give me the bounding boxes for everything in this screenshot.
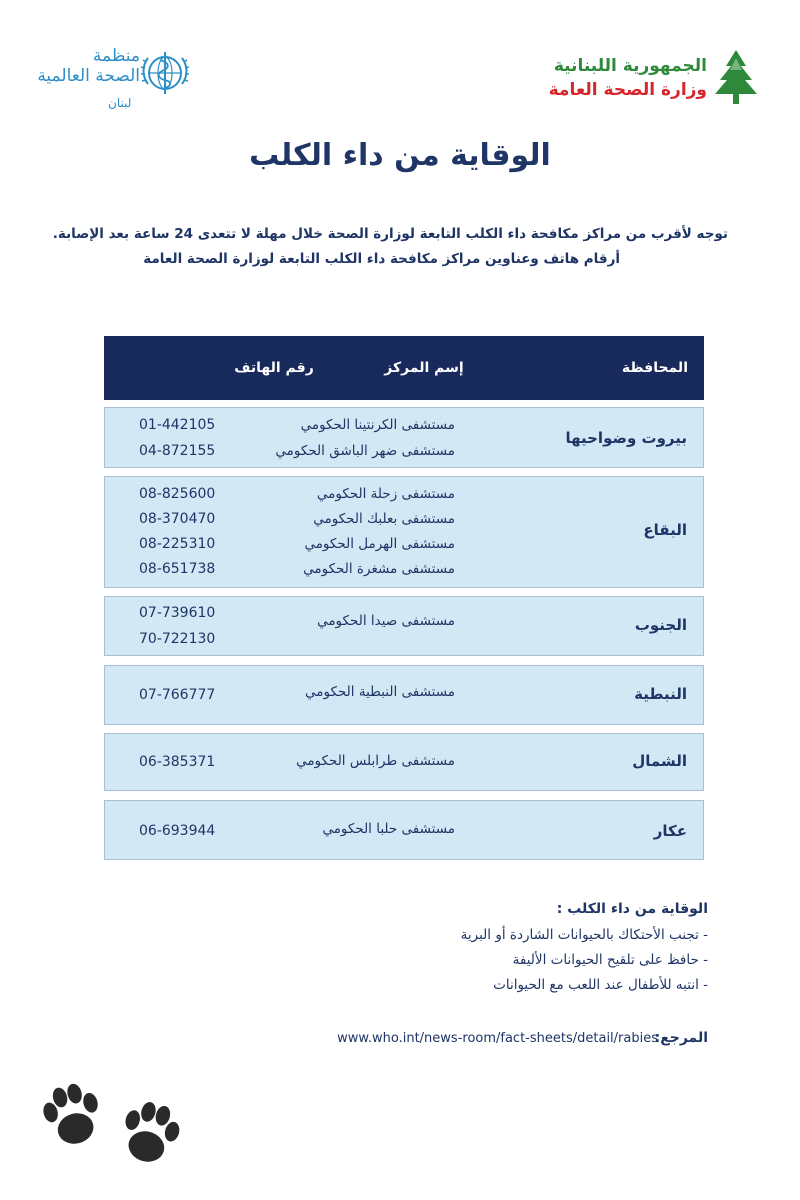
who-name-line1: منظمة [92,46,140,66]
center-name: مستشفى ضهر الباشق الحكومي [275,443,455,459]
table-row [104,733,704,791]
reference-label: المرجع: [654,1030,708,1046]
table-row [104,665,704,725]
center-name: مستشفى حلبا الحكومي [322,821,455,837]
center-name: مستشفى الهرمل الحكومي [304,536,455,552]
phone-number: 70-722130 [139,631,216,647]
phone-number: 08-225310 [139,536,216,552]
who-name-line2: الصحة العالمية [37,66,140,86]
phone-number: 08-370470 [139,511,216,527]
table-row [104,407,704,468]
center-name: مستشفى النبطية الحكومي [305,684,455,700]
who-emblem-icon [138,46,192,100]
who-country: لبنان [108,96,132,110]
governorate-name: الجنوب [634,616,687,634]
table-row [104,476,704,588]
column-header-phone: رقم الهاتف [234,360,314,376]
center-name: مستشفى الكرنتينا الحكومي [300,417,455,433]
moph-logo [548,40,765,110]
phone-number: 01-442105 [139,417,216,433]
center-name: مستشفى مشغرة الحكومي [303,561,455,577]
governorate-name: عكار [653,822,687,840]
governorate-name: النبطية [634,685,687,703]
prevention-item: - تجنب الأحتكاك بالحيوانات الشاردة أو البرية [460,927,708,943]
phone-number: 08-825600 [139,486,216,502]
phone-number: 06-385371 [139,754,216,770]
center-name: مستشفى صيدا الحكومي [317,613,455,629]
intro-text: توجه لأقرب من مراكز مكافحة داء الكلب التابعة لوزارة الصحة خلال مهلة لا تتعدى 24 ساعة بعد الإصابة. [52,226,728,242]
phone-number: 06-693944 [139,823,216,839]
table-row [104,596,704,656]
column-header-governorate: المحافظة [621,360,688,376]
phone-number: 08-651738 [139,561,216,577]
moph-name-line1: الجمهورية اللبنانية [553,56,707,76]
center-name: مستشفى زحلة الحكومي [316,486,455,502]
center-name: مستشفى بعلبك الحكومي [313,511,455,527]
governorate-name: البقاع [643,521,687,539]
phone-number: 07-766777 [139,687,216,703]
governorate-name: الشمال [632,752,687,770]
phone-number: 07-739610 [139,605,216,621]
phone-number: 04-872155 [139,443,216,459]
intro-subtitle: أرقام هاتف وعناوين مراكز مكافحة داء الكلب التابعة لوزارة الصحة العامة [143,251,620,267]
prevention-title: الوقاية من داء الكلب : [556,901,708,917]
paw-prints-icon [20,1065,200,1175]
table-header [104,336,704,400]
moph-name-line2: وزارة الصحة العامة [548,80,707,100]
who-logo [30,40,210,118]
center-name: مستشفى طرابلس الحكومي [296,753,455,769]
cedar-icon [711,48,761,106]
prevention-item: - انتبه للأطفال عند اللعب مع الحيوانات [493,977,708,993]
table-row [104,800,704,860]
page-title: الوقاية من داء الكلب [249,138,551,173]
column-header-center: إسم المركز [384,360,464,376]
reference-link[interactable]: www.who.int/news-room/fact-sheets/detail/rabies [337,1031,658,1046]
prevention-item: - حافظ على تلقيح الحيوانات الأليفة [512,952,708,968]
governorate-name: بيروت وضواحيها [565,429,687,447]
